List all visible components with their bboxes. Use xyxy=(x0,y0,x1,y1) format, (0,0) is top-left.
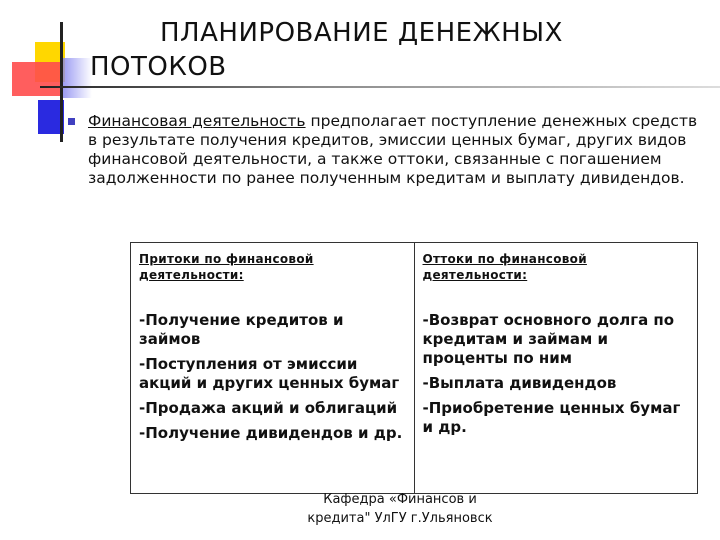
inflow-item: -Поступления от эмиссии акций и других ценных бумаг xyxy=(139,355,400,392)
footer-line1: Кафедра «Финансов и xyxy=(323,492,477,507)
footer-line2: кредита" УлГУ г.Ульяновск xyxy=(307,511,493,526)
bullet-text xyxy=(88,112,698,188)
inflow-item: -Получение дивидендов и др. xyxy=(139,424,403,442)
bullet-point xyxy=(68,112,698,188)
outflow-item: -Приобретение ценных бумаг и др. xyxy=(422,399,681,436)
decor-fade-square xyxy=(62,58,92,98)
footer xyxy=(290,490,510,528)
inflow-item: -Продажа акций и облигаций xyxy=(139,399,398,417)
decor-horizontal-line xyxy=(40,86,720,88)
table-row xyxy=(131,243,698,494)
inflow-item: -Получение кредитов и займов xyxy=(139,311,344,348)
bullet-term: Финансовая деятельность xyxy=(88,112,306,130)
outflow-item: -Выплата дивидендов xyxy=(422,374,617,392)
slide-title xyxy=(90,16,650,84)
bullet-square-icon xyxy=(68,118,75,125)
inflows-cell xyxy=(131,243,415,494)
decor-red-square xyxy=(12,62,60,96)
slide-title-line1: ПЛАНИРОВАНИЕ ДЕНЕЖНЫХ xyxy=(160,18,563,48)
bullet-body: предполагает поступление денежных средств в результате получения кредитов, эмиссии ценных бумаг, других видов финансовой деятельности, а также оттоки, связанные с погашением задолженности по ранее полученным кредитам и выплату дивидендов. xyxy=(88,112,698,187)
inflows-header: Притоки по финансовой деятельности: xyxy=(139,252,314,282)
slide-title-line2: ПОТОКОВ xyxy=(90,52,227,82)
outflow-item: -Возврат основного долга по кредитам и займам и проценты по ним xyxy=(422,311,675,367)
outflows-cell xyxy=(414,243,698,494)
outflows-header: Оттоки по финансовой деятельности: xyxy=(422,252,587,282)
cash-flow-table xyxy=(130,242,698,494)
decor-vertical-line xyxy=(60,22,63,142)
